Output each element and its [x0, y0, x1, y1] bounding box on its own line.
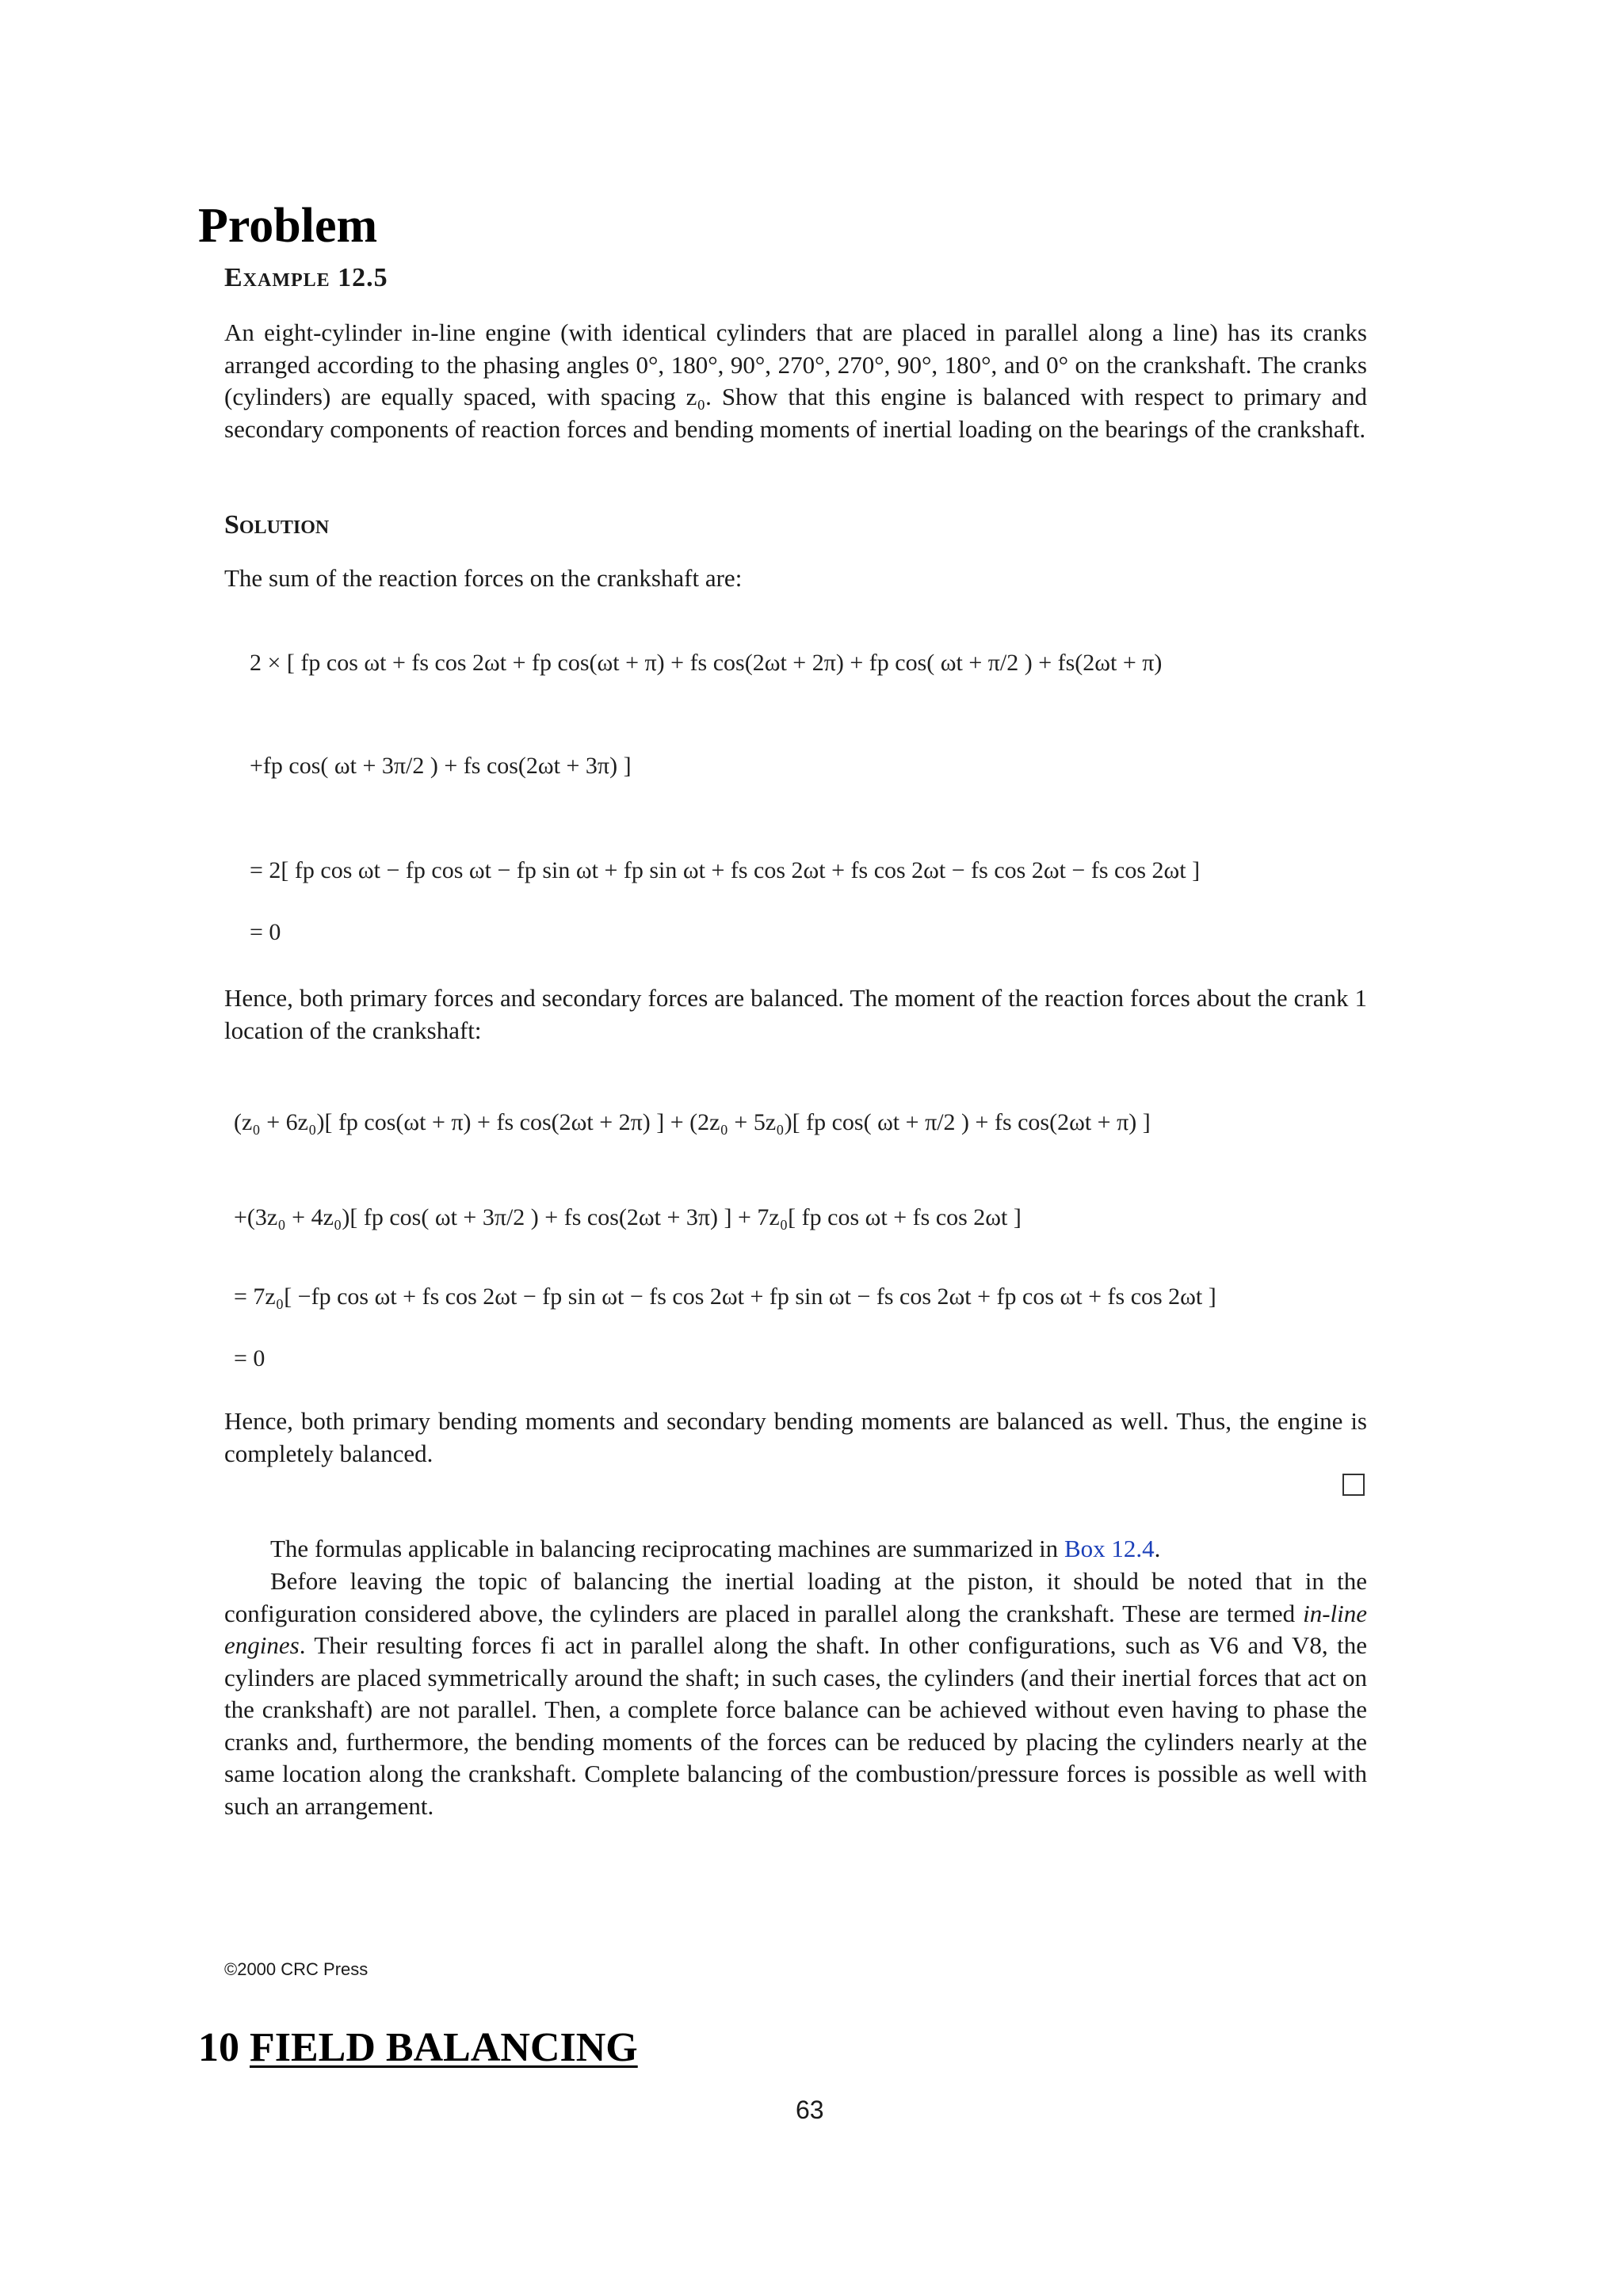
section-title: FIELD BALANCING: [250, 2025, 638, 2070]
inline-engines-paragraph: [224, 1566, 1367, 1822]
inline-engines-text-1: Before leaving the topic of balancing the inertial loading at the piston, it should be noted that in the configuration considered above, the cylinders are placed in parallel along the crankshaft. These are termed: [224, 1567, 1367, 1627]
example-label: Example 12.5: [224, 263, 388, 292]
solution-label: Solution: [224, 510, 330, 540]
moment-equation-line-4: = 0: [234, 1345, 265, 1371]
inline-engines-term: in-line engines: [224, 1599, 1367, 1659]
force-equation-line-1: 2 × [ fp cos ωt + fs cos 2ωt + fp cos(ωt + π) + fs cos(2ωt + 2π) + fp cos( ωt + π/2 ) + fs(2ωt + π): [250, 650, 1163, 676]
force-equation-line-2: +fp cos( ωt + 3π/2 ) + fs cos(2ωt + 3π) ]: [250, 753, 632, 779]
end-of-proof-box: [1342, 1474, 1365, 1496]
moment-intro: Hence, both primary forces and secondary forces are balanced. The moment of the reaction forces about the crank 1 location of the crankshaft:: [224, 984, 1367, 1044]
section-heading: [198, 2024, 638, 2071]
conclusion-text: Hence, both primary bending moments and secondary bending moments are balanced as well. Thus, the engine is completely balanced.: [224, 1407, 1367, 1467]
moment-equation-line-2: +(3z₀ + 4z₀)[ fp cos( ωt + 3π/2 ) + fs cos(2ωt + 3π) ] + 7z₀[ fp cos ωt + fs cos 2ωt ]: [234, 1204, 1022, 1230]
solution-intro: The sum of the reaction forces on the crankshaft are:: [224, 564, 743, 592]
moment-equation-line-1: (z₀ + 6z₀)[ fp cos(ωt + π) + fs cos(2ωt + 2π) ] + (2z₀ + 5z₀)[ fp cos( ωt + π/2 ) + fs cos(2ωt + π) ]: [234, 1109, 1151, 1135]
problem-statement: An eight-cylinder in-line engine (with identical cylinders that are placed in parallel along a line) has its cranks arranged according to the phasing angles 0°, 180°, 90°, 270°, 270°, 90°, 180°, and 0° on the crankshaft. The cranks (cylinders) are equally spaced, with spacing z₀. Show that this engine is balanced with respect to primary and secondary components of reaction forces and bending moments of inertial loading on the bearings of the crankshaft.: [224, 318, 1367, 443]
formulas-paragraph: [224, 1533, 1367, 1566]
section-number: 10: [198, 2025, 239, 2070]
page-title: Problem: [198, 199, 378, 253]
page-number: 63: [796, 2096, 824, 2124]
force-equation-line-4: = 0: [250, 919, 281, 945]
force-equation-line-3: = 2[ fp cos ωt − fp cos ωt − fp sin ωt + fp sin ωt + fs cos 2ωt + fs cos 2ωt − fs cos 2ωt − fs cos 2ωt ]: [250, 857, 1201, 883]
formulas-text-end: .: [1154, 1535, 1161, 1562]
box-reference-link[interactable]: Box 12.4: [1064, 1535, 1155, 1562]
moment-equation-line-3: = 7z₀[ −fp cos ωt + fs cos 2ωt − fp sin ωt − fs cos 2ωt + fp sin ωt − fs cos 2ωt + fp cos ωt + fs cos 2ωt ]: [234, 1283, 1216, 1310]
copyright-credit: ©2000 CRC Press: [224, 1959, 369, 1979]
inline-engines-text-2: . Their resulting forces fi act in parallel along the shaft. In other configurations, such as V6 and V8, the cylinders are placed symmetrically around the shaft; in such cases, the cylinders (and their inertial forces that act on the crankshaft) are not parallel. Then, a complete force balance can be achieved without even having to phase the cranks and, furthermore, the bending moments of the forces can be reduced by placing the cylinders nearly at the same location along the crankshaft. Complete balancing of the combustion/pressure forces is possible as well with such an arrangement.: [224, 1631, 1367, 1820]
formulas-text: The formulas applicable in balancing reciprocating machines are summarized in: [270, 1535, 1064, 1562]
